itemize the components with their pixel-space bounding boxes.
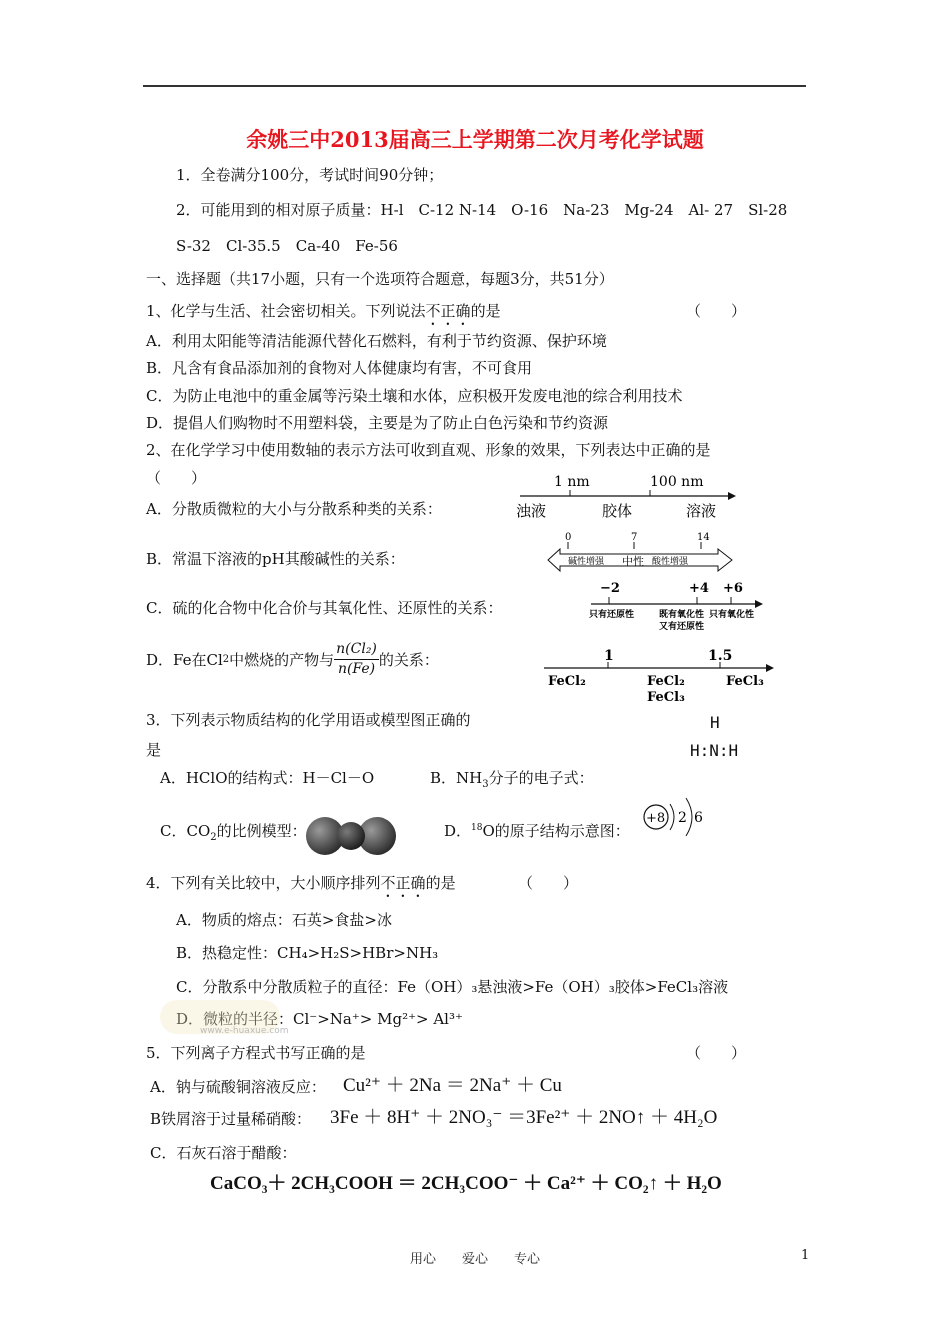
nh3-electron-formula: H:N:H <box>690 741 739 760</box>
q4-stem: 4．下列有关比较中，大小顺序排列不正确的是 <box>146 874 456 892</box>
q1-option-a: A．利用太阳能等清洁能源代替化石燃料，有利于节约资源、保护环境 <box>146 332 607 350</box>
axis-d-label-3: FeCl₃ <box>726 674 764 689</box>
q3-stem-cont: 是 <box>146 741 162 759</box>
note-3: S-32 Cl-35.5 Ca-40 Fe-56 <box>176 237 398 255</box>
axis-b-label-mid: 中性 <box>622 555 644 568</box>
axis-d-label-2b: FeCl₃ <box>647 690 685 705</box>
axis-c-label-2: 既有氧化性 <box>659 610 705 620</box>
axis-d-tick-2: 1.5 <box>708 648 733 664</box>
axis-a-label-2: 胶体 <box>602 502 633 520</box>
axis-c-tick-1: −2 <box>600 581 620 596</box>
nh3-top-h: H <box>710 713 720 732</box>
atom-shell-1: 2 <box>678 810 687 826</box>
axis-c-label-2b: 又有还原性 <box>659 622 705 632</box>
q3-option-a: A．HClO的结构式：H－Cl－O <box>160 769 375 787</box>
q1-option-d: D．提倡人们购物时不用塑料袋，主要是为了防止白色污染和节约资源 <box>146 414 609 432</box>
axis-d-tick-1: 1 <box>604 648 614 664</box>
q5-option-c-equation: CaCO₃＋ 2CH₃COOH ＝ 2CH₃COO⁻ ＋ Ca²⁺ ＋ CO₂↑ ＋ H₂O <box>210 1173 722 1194</box>
header-rule <box>143 85 806 87</box>
q5-answer-paren: （ ） <box>686 1044 747 1062</box>
q3-option-b: B．$NH_3$分子的电子式： <box>430 769 594 790</box>
q2-option-b: B．常温下溶液的pH其酸碱性的关系： <box>146 550 405 568</box>
axis-dispersion <box>510 470 740 522</box>
axis-c-tick-2: +4 <box>689 581 709 596</box>
axis-c-label-3: 只有氧化性 <box>709 610 755 620</box>
q2-stem: 2、在化学学习中使用数轴的表示方法可收到直观、形象的效果，下列表达中正确的是 <box>146 441 711 459</box>
q4-option-a: A．物质的熔点：石英>食盐>冰 <box>176 911 392 929</box>
q1-option-b: B．凡含有食品添加剂的食物对人体健康均有害，不可食用 <box>146 359 533 377</box>
q4-option-c: C．分散系中分散质粒子的直径：Fe（OH）₃悬浊液>Fe（OH）₃胶体>FeCl₃溶液 <box>176 978 729 996</box>
axis-a-tick-1: 1 nm <box>554 474 590 490</box>
axis-b-label-right: 酸性增强 <box>652 557 689 567</box>
q1-answer-paren: （ ） <box>686 302 747 320</box>
axis-c-label-1: 只有还原性 <box>589 610 635 620</box>
page-number: 1 <box>801 1248 810 1263</box>
oxygen-atom-diagram <box>640 794 720 840</box>
axis-sulfur <box>585 576 770 634</box>
note-2: 2．可能用到的相对原子质量：H-l C-12 N-14 O-16 Na-23 Mg-24 Al- 27 Sl-28 <box>176 201 788 219</box>
ratio-fraction: $\frac{\text{n(Cl₂)}}{n(Fe)}$ <box>336 640 377 677</box>
watermark-text: www.e-huaxue.com <box>200 1026 289 1036</box>
axis-b-label-left: 碱性增强 <box>568 557 605 567</box>
q1-stem: 1、化学与生活、社会密切相关。下列说法不正确的是 <box>146 302 501 320</box>
q5-option-c-label: C．石灰石溶于醋酸： <box>150 1144 297 1162</box>
axis-ph <box>538 527 738 575</box>
atom-nucleus-label: +8 <box>646 811 666 826</box>
page-title: 余姚三中2013届高三上学期第二次月考化学试题 <box>246 127 704 152</box>
axis-iron <box>540 644 780 710</box>
q3-option-d: D．$^{18}$O的原子结构示意图： <box>444 822 630 840</box>
section-heading: 一、选择题（共17小题，只有一个选项符合题意，每题3分，共51分） <box>146 270 614 288</box>
q4-option-d: D．微粒的半径：Cl⁻>Na⁺> Mg²⁺> Al³⁺ <box>176 1010 463 1028</box>
axis-b-tick-14: 14 <box>697 532 710 543</box>
page-footer: 用心 爱心 专心 <box>409 1252 540 1267</box>
q5-option-a-label: A．钠与硫酸铜溶液反应： <box>150 1078 326 1096</box>
q3-option-c: C．$CO_2$的比例模型： <box>160 822 307 843</box>
co2-space-filling-model <box>303 816 399 856</box>
q2-option-a: A．分散质微粒的大小与分散系种类的关系： <box>146 500 442 518</box>
axis-a-label-3: 溶液 <box>686 502 717 520</box>
atom-shell-2: 6 <box>694 810 703 826</box>
q2-option-c: C．硫的化合物中化合价与其氧化性、还原性的关系： <box>146 599 503 617</box>
q5-option-b-label: B铁屑溶于过量稀硝酸： <box>150 1110 312 1128</box>
axis-a-label-1: 浊液 <box>516 502 547 520</box>
axis-b-tick-7: 7 <box>631 532 638 543</box>
axis-c-tick-3: +6 <box>723 581 743 596</box>
q2-answer-paren: （ ） <box>146 469 207 487</box>
q5-stem: 5．下列离子方程式书写正确的是 <box>146 1044 366 1062</box>
q5-option-b-equation: 3Fe ＋ 8H⁺ ＋ 2NO₃⁻ ＝3Fe²⁺ ＋ 2NO↑ ＋ 4H₂O <box>330 1107 718 1128</box>
q3-stem: 3．下列表示物质结构的化学用语或模型图正确的 <box>146 711 471 729</box>
axis-d-label-1: FeCl₂ <box>548 674 586 689</box>
note-1: 1．全卷满分100分，考试时间90分钟； <box>176 166 444 184</box>
q4-option-b: B．热稳定性：CH₄>H₂S>HBr>NH₃ <box>176 944 439 962</box>
q1-option-c: C．为防止电池中的重金属等污染土壤和水体，应积极开发废电池的综合利用技术 <box>146 387 683 405</box>
q4-answer-paren: （ ） <box>518 874 579 892</box>
axis-d-label-2: FeCl₂ <box>647 674 685 689</box>
q2-option-d: D．Fe在Cl 2 中燃烧的产物与 $\frac{\text{n(Cl₂)}}{n(Fe)}$ 的关系： <box>146 640 439 677</box>
q5-option-a-equation: Cu²⁺ ＋ 2Na ＝ 2Na⁺ ＋ Cu <box>343 1075 562 1096</box>
axis-b-tick-0: 0 <box>565 532 572 543</box>
axis-a-tick-2: 100 nm <box>650 474 704 490</box>
